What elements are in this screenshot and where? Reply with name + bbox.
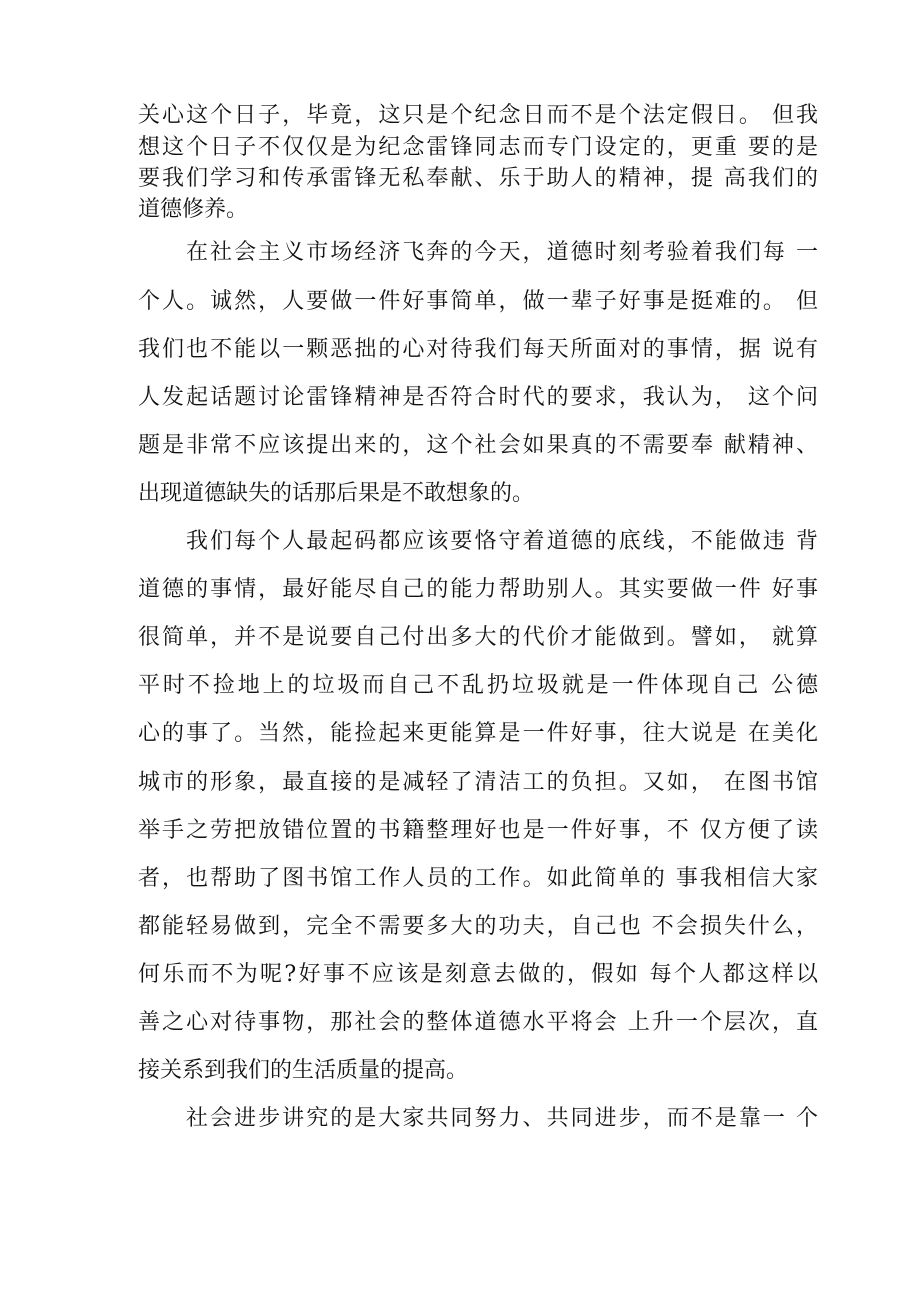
text-line: 平时不捡地上的垃圾而自己不乱扔垃圾就是一件体现自己 公德 <box>138 673 818 698</box>
text-line: 何乐而不为呢?好事不应该是刻意去做的，假如 每个人都这样以 <box>138 962 818 987</box>
text-line: 人发起话题讨论雷锋精神是否符合时代的要求，我认为， 这个问 <box>138 385 818 410</box>
text-line: 道德的事情，最好能尽自己的能力帮助别人。其实要做一件 好事 <box>138 577 818 602</box>
text-line: 社会进步讲究的是大家共同努力、共同进步，而不是靠一 个 <box>186 1106 818 1131</box>
text-line: 心的事了。当然，能捡起来更能算是一件好事，往大说是 在美化 <box>138 721 818 746</box>
text-line: 我们每个人最起码都应该要恪守着道德的底线，不能做违 背 <box>186 529 818 554</box>
text-line: 者，也帮助了图书馆工作人员的工作。如此简单的 事我相信大家 <box>138 866 818 891</box>
text-line: 我们也不能以一颗恶拙的心对待我们每天所面对的事情，据 说有 <box>138 337 818 362</box>
text-line: 在社会主义市场经济飞奔的今天，道德时刻考验着我们每 一 <box>186 240 818 265</box>
text-line: 要我们学习和传承雷锋无私奉献、乐于助人的精神，提 高我们的 <box>138 166 818 191</box>
text-line: 道德修养。 <box>138 197 249 222</box>
text-line: 想这个日子不仅仅是为纪念雷锋同志而专门设定的，更重 要的是 <box>138 135 818 160</box>
text-line: 出现道德缺失的话那后果是不敢想象的。 <box>138 481 535 506</box>
text-line: 接关系到我们的生活质量的提高。 <box>138 1058 469 1083</box>
text-line: 举手之劳把放错位置的书籍整理好也是一件好事，不 仅方便了读 <box>138 818 818 843</box>
text-line: 很简单，并不是说要自己付出多大的代价才能做到。譬如， 就算 <box>138 625 818 650</box>
text-line: 都能轻易做到，完全不需要多大的功夫，自己也 不会损失什么， <box>138 914 818 939</box>
text-line: 个人。诚然，人要做一件好事简单，做一辈子好事是挺难的。 但 <box>138 289 818 314</box>
text-line: 关心这个日子，毕竟，这只是个纪念日而不是个法定假日。 但我 <box>138 103 818 128</box>
text-line: 善之心对待事物，那社会的整体道德水平将会 上升一个层次，直 <box>138 1010 818 1035</box>
text-line: 题是非常不应该提出来的，这个社会如果真的不需要奉 献精神、 <box>138 433 818 458</box>
text-line: 城市的形象，最直接的是减轻了清洁工的负担。又如， 在图书馆 <box>138 770 818 795</box>
